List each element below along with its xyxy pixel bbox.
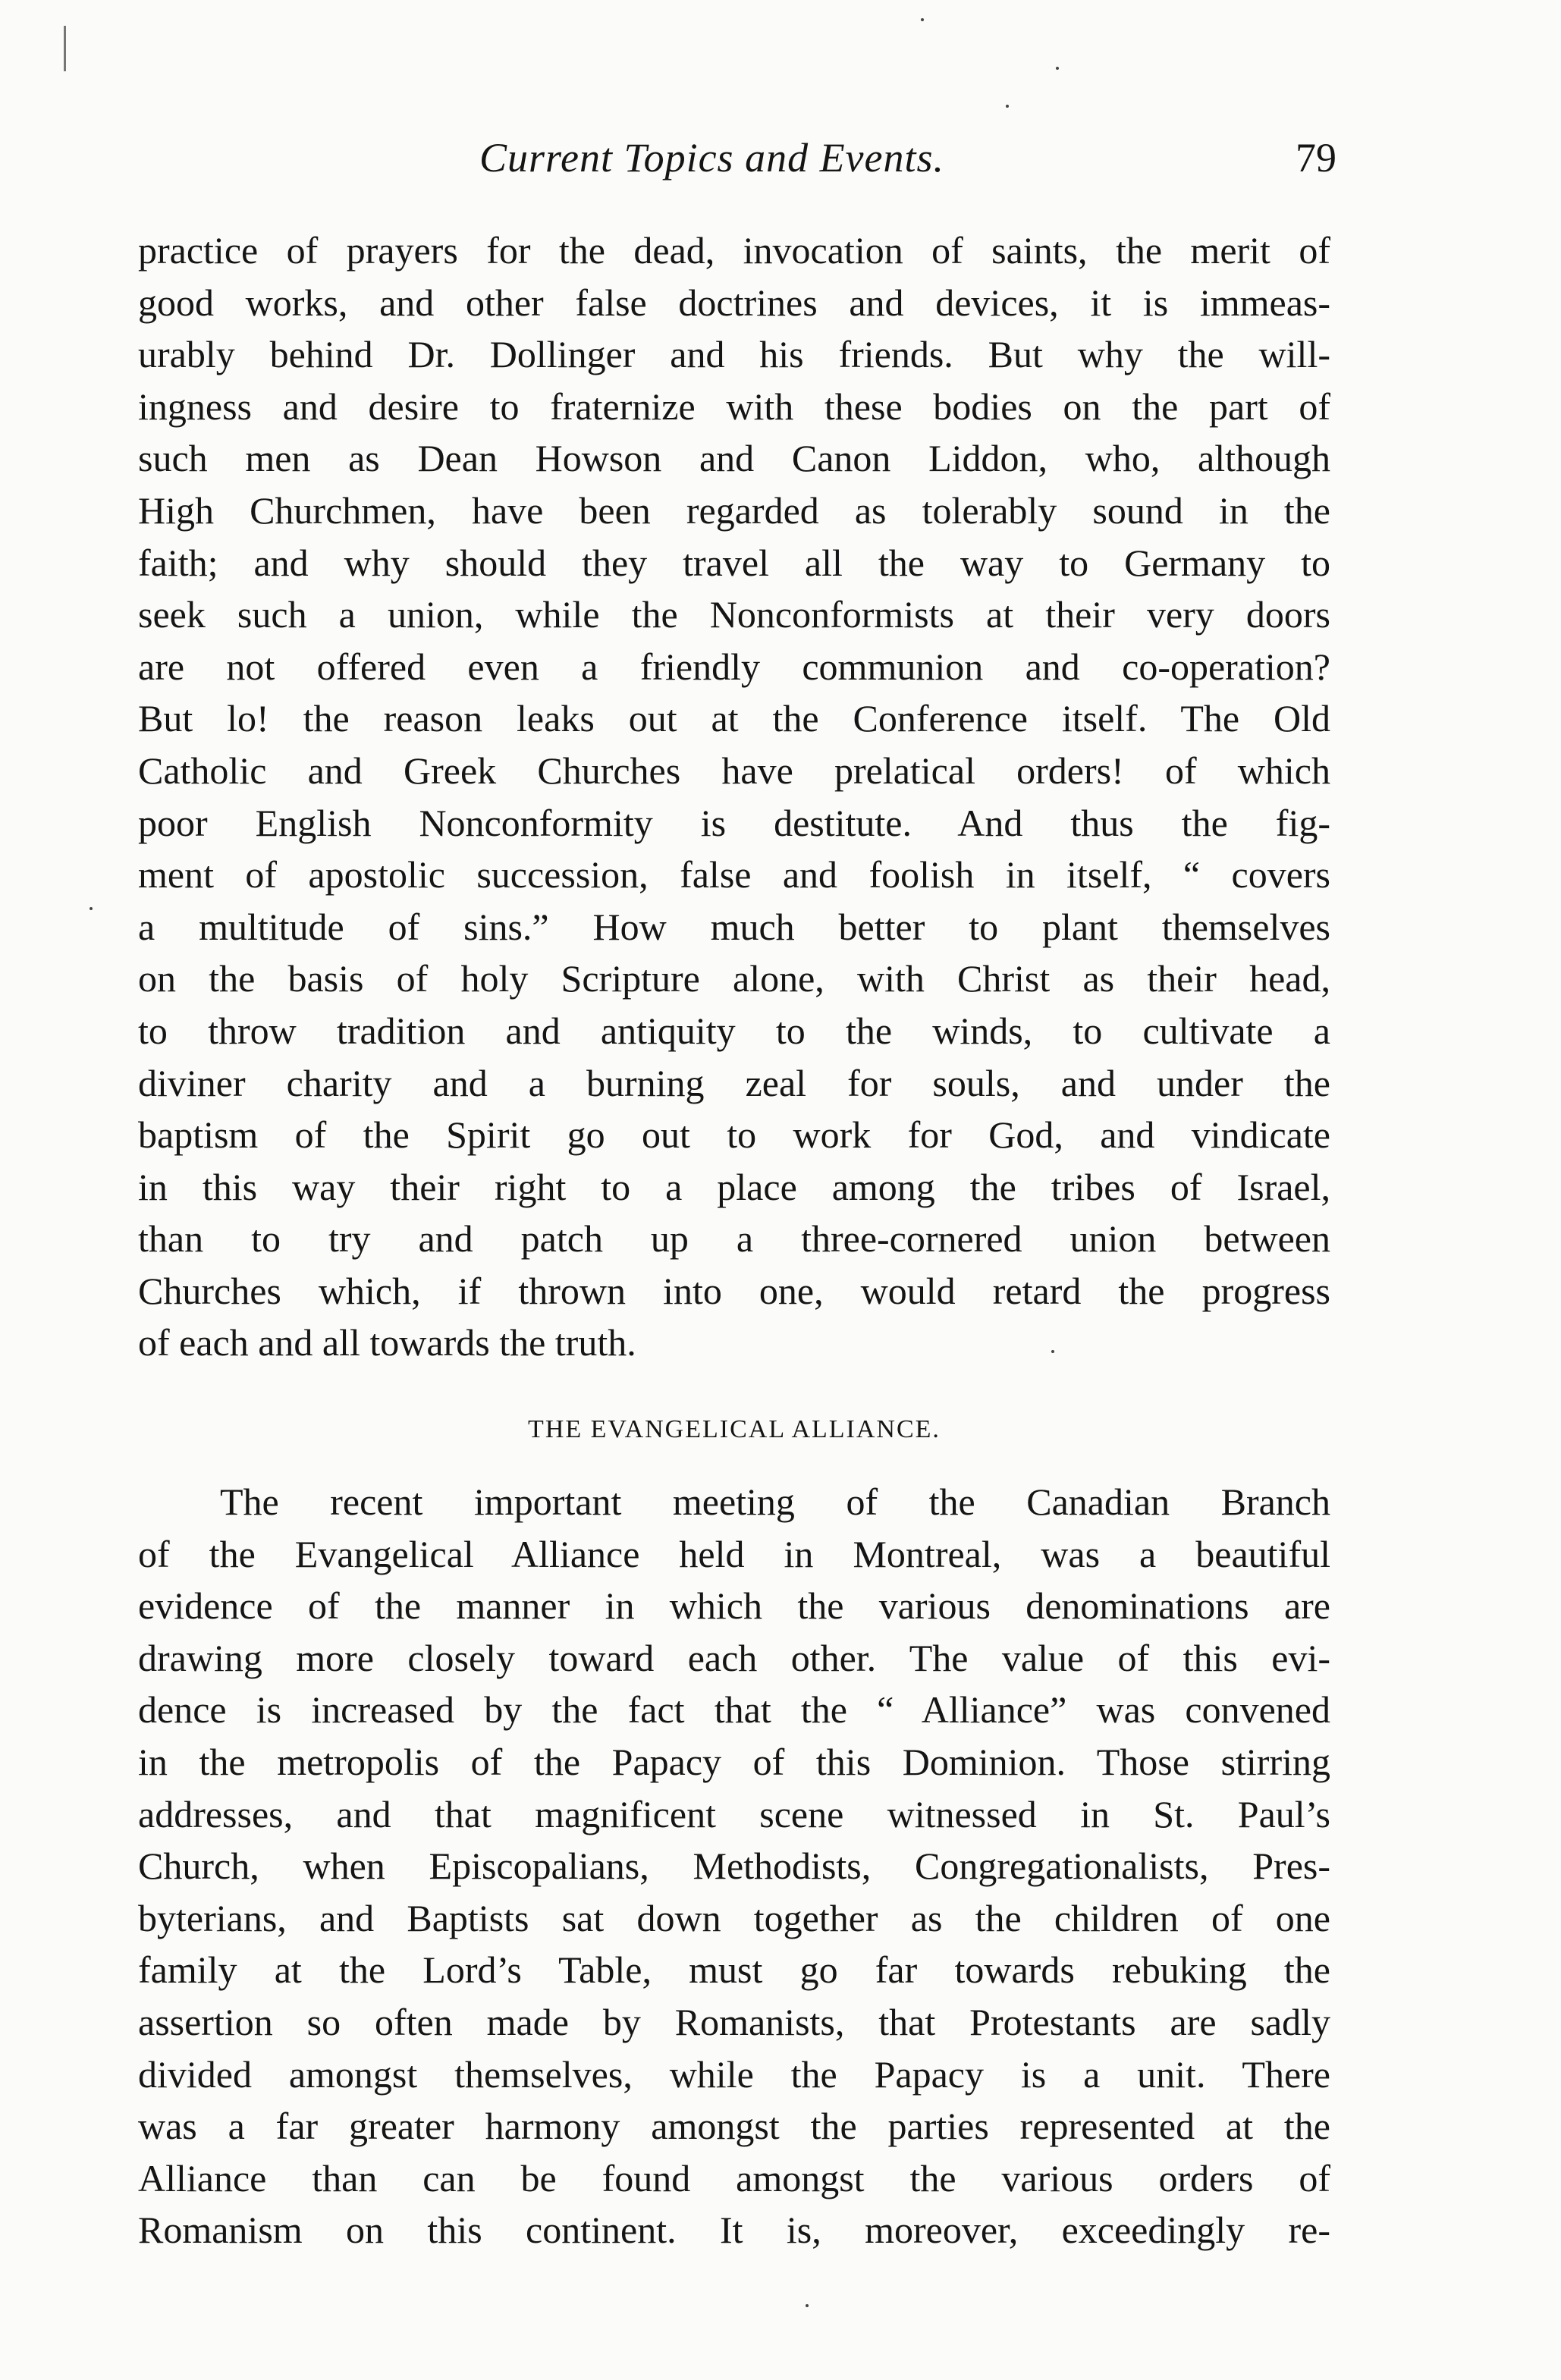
scan-speck (1056, 67, 1059, 70)
text-line: ingness and desire to fraternize with these bodies on the part of (138, 385, 1330, 428)
text-line: Alliance than can be found amongst the various orders of (138, 2156, 1330, 2199)
scan-speck (90, 907, 93, 910)
text-line: such men as Dean Howson and Canon Liddon, who, although (138, 437, 1330, 480)
text-line: dence is increased by the fact that the “ Alliance” was convened (138, 1688, 1330, 1732)
text-line: Catholic and Greek Churches have prelatical orders! of which (138, 749, 1330, 792)
text-line: Church, when Episcopalians, Methodists, Congregationalists, Pres- (138, 1845, 1330, 1888)
text-line: High Churchmen, have been regarded as tolerably sound in the (138, 488, 1330, 532)
text-line: was a far greater harmony amongst the parties represented at the (138, 2105, 1330, 2148)
text-line: practice of prayers for the dead, invocation of saints, the merit of (138, 229, 1330, 272)
text-line: drawing more closely toward each other. The value of this evi- (138, 1636, 1330, 1679)
scan-speck (806, 2304, 809, 2307)
text-line: are not offered even a friendly communion and co-operation? (138, 645, 1330, 688)
text-line: faith; and why should they travel all the way to Germany to (138, 541, 1330, 584)
text-line: a multitude of sins.” How much better to plant themselves (138, 905, 1330, 948)
text-line: evidence of the manner in which the various denominations are (138, 1584, 1330, 1628)
text-line: in this way their right to a place among the tribes of Israel, (138, 1165, 1330, 1208)
text-line: urably behind Dr. Dollinger and his friends. But why the will- (138, 333, 1330, 376)
running-head (138, 127, 1336, 188)
text-line: on the basis of holy Scripture alone, with Christ as their head, (138, 957, 1330, 1000)
text-line: to throw tradition and antiquity to the winds, to cultivate a (138, 1009, 1330, 1052)
scan-speck (64, 26, 66, 71)
section-heading: THE EVANGELICAL ALLIANCE. (528, 1415, 941, 1443)
text-line: good works, and other false doctrines and devices, it is immeas- (138, 281, 1330, 324)
scan-speck (1006, 105, 1009, 108)
text-line: baptism of the Spirit go out to work for God, and vindicate (138, 1113, 1330, 1157)
text-line: assertion so often made by Romanists, that Protestants are sadly (138, 2000, 1330, 2043)
text-line: But lo! the reason leaks out at the Conference itself. The Old (138, 697, 1330, 740)
text-line: divided amongst themselves, while the Papacy is a unit. There (138, 2052, 1330, 2096)
text-line: than to try and patch up a three-cornered union between (138, 1217, 1330, 1261)
text-line: Churches which, if thrown into one, would retard the progress (138, 1269, 1330, 1312)
text-line: diviner charity and a burning zeal for souls, and under the (138, 1061, 1330, 1104)
text-line: of each and all towards the truth. (138, 1321, 636, 1364)
text-line: seek such a union, while the Nonconformists at their very doors (138, 593, 1330, 636)
running-title: Current Topics and Events. (479, 135, 945, 181)
text-line: in the metropolis of the Papacy of this Dominion. Those stirring (138, 1740, 1330, 1783)
text-line: family at the Lord’s Table, must go far towards rebuking the (138, 1948, 1330, 1992)
text-line: poor English Nonconformity is destitute. And thus the fig- (138, 801, 1330, 844)
text-line: of the Evangelical Alliance held in Montreal, was a beautiful (138, 1532, 1330, 1575)
text-line: Romanism on this continent. It is, moreover, exceedingly re- (138, 2209, 1330, 2252)
text-line: byterians, and Baptists sat down together as the children of one (138, 1896, 1330, 1939)
text-line: ment of apostolic succession, false and foolish in itself, “ covers (138, 853, 1330, 896)
scan-speck (921, 18, 924, 21)
paragraph-1 (138, 224, 1330, 1369)
text-line: addresses, and that magnificent scene witnessed in St. Paul’s (138, 1792, 1330, 1835)
text-line: The recent important meeting of the Canadian Branch (220, 1480, 1330, 1523)
page-number: 79 (1296, 135, 1336, 181)
paragraph-2 (138, 1476, 1330, 2256)
scan-speck (1051, 1350, 1054, 1353)
